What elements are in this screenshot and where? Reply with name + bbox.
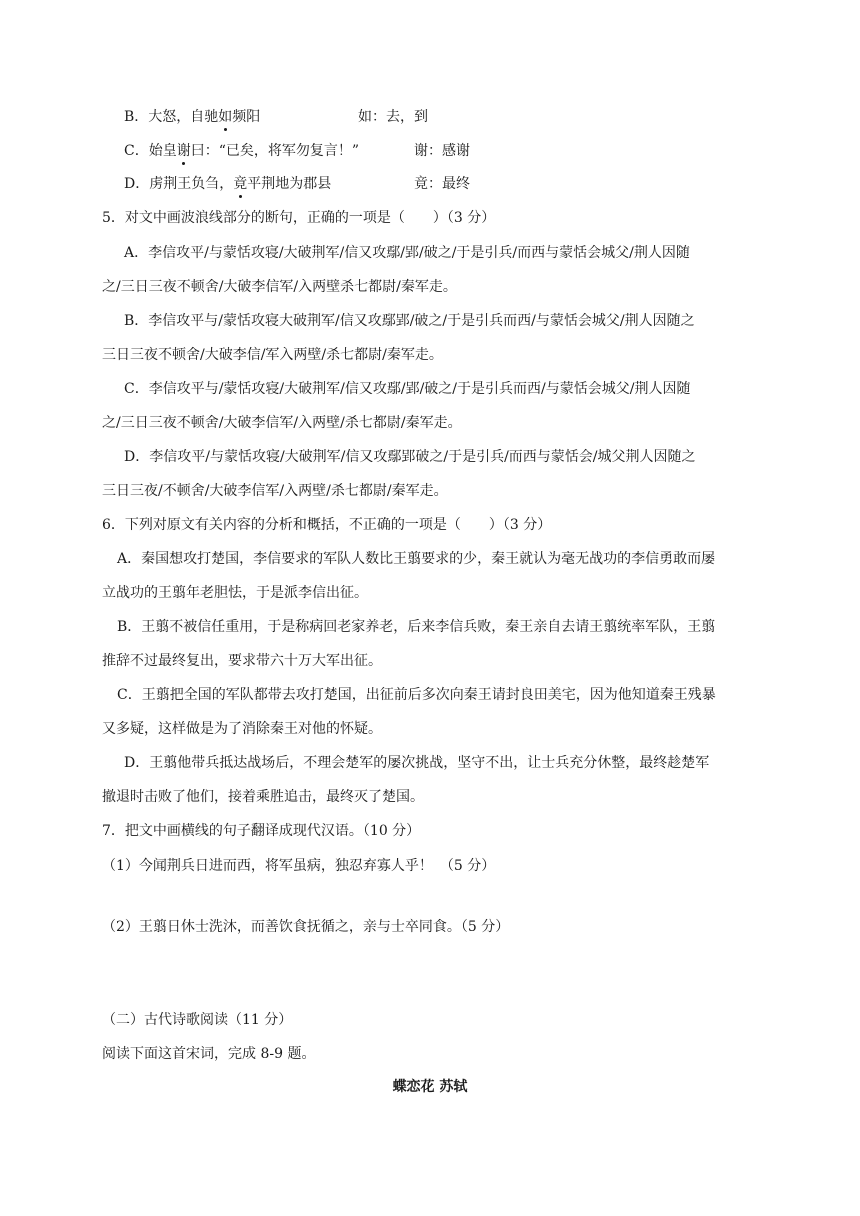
q7-sentence-2: （2）王翦日休士洗沐，而善饮食抚循之，亲与士卒同食。（5 分） [102, 919, 510, 935]
q7-stem: 7．把文中画横线的句子翻译成现代汉语。（10 分） [102, 823, 421, 839]
q5-option-a-line2: 之/三日三夜不顿舍/大破李信军/入两壁杀七都尉/秦军走。 [102, 279, 457, 295]
q5-option-c-line2: 之/三日三夜不顿舍/大破李信军/入两壁/杀七都尉/秦军走。 [102, 415, 462, 431]
emphasis-char: 如 [218, 109, 233, 125]
q6-option-d-line2: 撤退时击败了他们，接着乘胜追击，最终灭了楚国。 [102, 789, 424, 805]
q6-option-c-line2: 又多疑，这样做是为了消除秦王对他的怀疑。 [102, 721, 382, 737]
q4-option-d: D．虏荆王负刍，竟平荆地为郡县 [124, 176, 332, 192]
q6-option-d-line1: D．王翦他带兵抵达战场后，不理会楚军的屡次挑战，坚守不出，让士兵充分休整，最终趁楚军 [124, 755, 710, 771]
poem-title: 蝶恋花 苏轼 [392, 1079, 468, 1095]
q7-sentence-1: （1）今闻荆兵日进而西，将军虽病，独忍弃寡人乎！ （5 分） [102, 858, 496, 874]
q6-option-a-line1: A．秦国想攻打楚国，李信要求的军队人数比王翦要求的少，秦王就认为毫无战功的李信勇敢而屡 [117, 551, 716, 567]
q5-stem: 5．对文中画波浪线部分的断句，正确的一项是（ ）（3 分） [102, 210, 496, 226]
q4-option-d-gloss: 竟：最终 [414, 176, 470, 192]
q6-option-a-line2: 立战功的王翦年老胆怯，于是派李信出征。 [102, 585, 368, 601]
q6-option-c-line1: C．王翦把全国的军队都带去攻打楚国，出征前后多次向秦王请封良田美宅，因为他知道秦王残暴 [117, 687, 716, 703]
q6-option-b-line1: B．王翦不被信任重用，于是称病回老家养老，后来李信兵败，秦王亲自去请王翦统率军队，王翦 [117, 619, 716, 635]
q4-option-c-gloss: 谢：感谢 [414, 143, 470, 159]
q5-option-b-line1: B．李信攻平与/蒙恬攻寝大破荆军/信又攻鄢郢/破之/于是引兵而西/与蒙恬会城父/荆人因随之 [124, 313, 695, 329]
q5-option-d-line1: D．李信攻平/与蒙恬攻寝/大破荆军/信又攻鄢郢破之/于是引兵/而西与蒙恬会/城父荆人因随之 [124, 449, 696, 465]
q4-option-b-gloss: 如：去，到 [358, 109, 428, 125]
poetry-intro: 阅读下面这首宋词，完成 8-9 题。 [102, 1046, 316, 1062]
q5-option-b-line2: 三日三夜不顿舍/大破李信/军入两壁/杀七都尉/秦军走。 [102, 347, 443, 363]
q6-stem: 6．下列对原文有关内容的分析和概括，不正确的一项是（ ）（3 分） [102, 517, 552, 533]
section-heading-poetry: （二）古代诗歌阅读（11 分） [102, 1012, 293, 1028]
q4-option-c: C．始皇谢曰：“已矣，将军勿复言！” [124, 143, 360, 159]
q4-option-b: B．大怒，自驰如频阳 [124, 109, 261, 125]
q5-option-c-line1: C．李信攻平与/蒙恬攻寝/大破荆军/信又攻鄢/郢/破之/于是引兵而西/与蒙恬会城父/荆人因随 [124, 381, 691, 397]
emphasis-char: 竟 [233, 176, 248, 192]
q5-option-a-line1: A．李信攻平/与蒙恬攻寝/大破荆军/信又攻鄢/郢/破之/于是引兵/而西与蒙恬会城父/荆人因随 [124, 245, 690, 261]
emphasis-char: 谢 [176, 143, 191, 159]
q5-option-d-line2: 三日三夜/不顿舍/大破李信军/入两壁/杀七都尉/秦军走。 [102, 483, 448, 499]
q6-option-b-line2: 推辞不过最终复出，要求带六十万大军出征。 [102, 653, 382, 669]
